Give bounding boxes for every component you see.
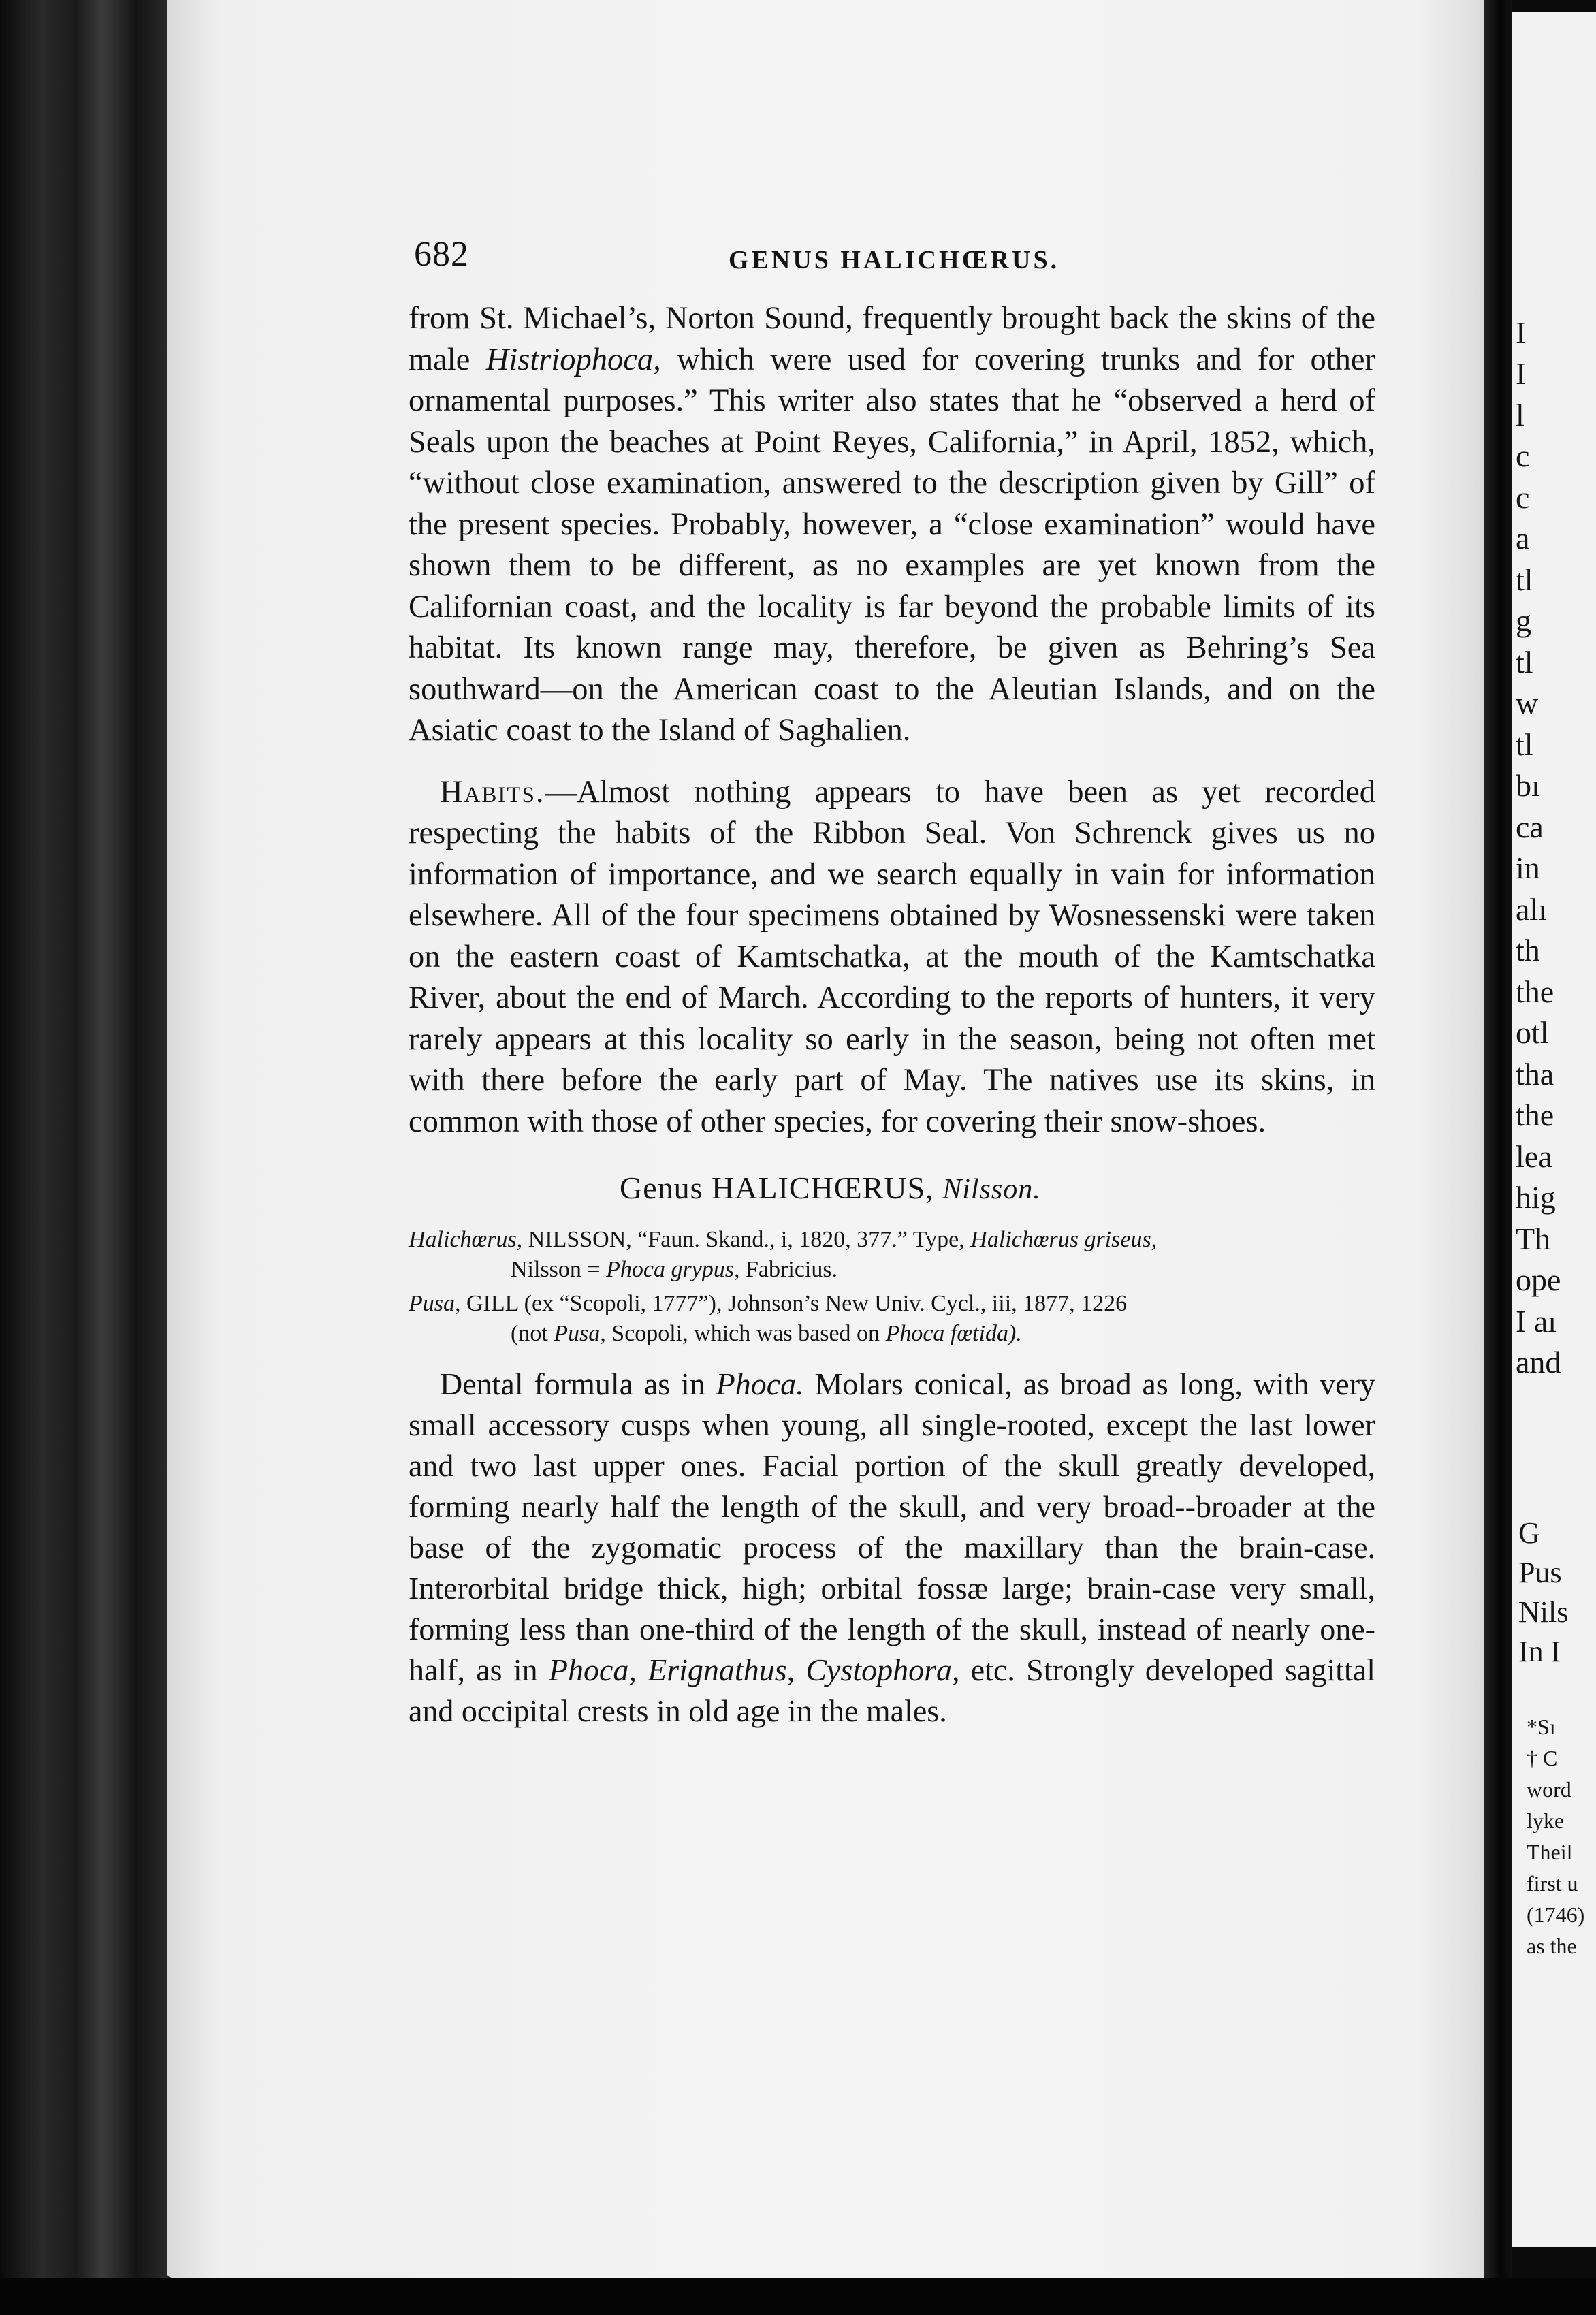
synonym-entry — [409, 1225, 1375, 1285]
text-run: which were used for covering trunks and for other ornamental purposes.” This writer also states that he “observed a herd of Seals upon the beaches at Point Reyes, California,” in April, 1852, which, “without close examination, answered to the description given by Gill” of the present species. Probably, however, a “close examination” would have shown them to be different, as no examples are yet known from the Californian coast, and the locality is far beyond the probable limits of its habitat. Its known range may, therefore, be given as Behring’s Sea southward—on the American coast to the Aleutian Islands, and on the Asiatic coast to the Island of Saghalien. — [409, 342, 1376, 748]
scan-bottom-edge — [0, 2278, 1596, 2315]
habits-label: Habits. — [440, 774, 545, 810]
synonym-species: Pusa, — [554, 1321, 606, 1346]
italic-genus: Erignathus, — [648, 1653, 795, 1687]
book-spine-edge — [0, 0, 170, 2315]
synonym-continuation — [409, 1319, 1375, 1349]
paragraph-habits — [409, 772, 1375, 1143]
type-species: Halichœrus griseus, — [970, 1227, 1158, 1252]
page-gutter — [1484, 0, 1512, 2315]
text-run: Nilsson = — [511, 1257, 601, 1282]
text-run: —Almost nothing appears to have been as yet recorded respecting the habits of the Ribbon Seal. Von Schrenck gives us no information of importance, and we search equally in vain for information elsewhere. All of the four specimens obtained by Wosnessenski were taken on the eastern coast of Kamtschatka, at the mouth of the Kamtschatka River, about the end of March. According to the reports of hunters, it very rarely appears at this locality so early in the season, being not often met with there before the early part of May. The natives use its skins, in common with those of other species, for covering their snow-shoes. — [409, 774, 1375, 1139]
italic-genus: Cystophora, — [805, 1653, 960, 1687]
synonym-entry — [409, 1289, 1375, 1349]
text-run: GILL (ex “Scopoli, 1777”), Johnson’s New Univ. Cycl., iii, 1877, 1226 — [466, 1291, 1128, 1316]
synonym-continuation — [409, 1255, 1375, 1285]
running-title: GENUS HALICHŒRUS. — [729, 246, 1060, 274]
synonym-name: Halichœrus, — [409, 1227, 523, 1252]
synonym-name: Pusa, — [409, 1291, 461, 1316]
genus-heading — [620, 1170, 1375, 1206]
page-content — [409, 225, 1375, 1763]
paragraph-dental-formula — [409, 1364, 1375, 1731]
italic-genus: Histriophoca, — [485, 342, 661, 377]
paragraph-range — [409, 298, 1375, 752]
genus-author: Nilsson. — [942, 1174, 1041, 1205]
type-species: Phoca fœtida). — [885, 1321, 1022, 1346]
text-run: Molars conical, as broad as long, with very small accessory cusps when young, all single-rooted, except the last lower and two last upper ones. Facial portion of the skull greatly developed, forming nearly half the length of the skull, and very broad--broader at the base of the zygomatic process of the maxillary than the brain-case. Interorbital bridge thick, high; orbital fossæ large; brain-case very small, forming less than one-third of the length of the skull, instead of nearly one-half, as in — [409, 1367, 1376, 1687]
facing-page-fragment — [1512, 12, 1596, 2247]
text-run: NILSSON, “Faun. Skand., i, 1820, 377.” Type, — [528, 1227, 965, 1252]
genus-title: Genus HALICHŒRUS, — [620, 1170, 934, 1205]
running-head — [409, 225, 1375, 279]
text-run: Scopoli, which was based on — [611, 1321, 880, 1346]
text-run: from St. Michael’s, Norton Sound, frequently brought back the skins of the male — [409, 301, 1375, 377]
text-run: (not — [511, 1321, 548, 1346]
text-run: Fabricius. — [746, 1257, 838, 1282]
text-run: etc. Strongly developed sagittal and occipital crests in old age in the males. — [409, 1653, 1376, 1728]
facing-page-text: I I l c c a tl g tl w tl bı ca in alı th the otl tha the lea hig Th ope I aı and — [1516, 315, 1561, 1379]
synonymy-block — [409, 1225, 1375, 1349]
synonym-species: Phoca grypus, — [606, 1257, 740, 1282]
italic-genus: Phoca. — [716, 1367, 804, 1401]
facing-page-footnotes: *Sı † C word lyke Theil first u (1746) as the — [1527, 1714, 1585, 1958]
text-run: Dental formula as in — [440, 1367, 705, 1401]
page-number: 682 — [414, 235, 469, 274]
italic-genus: Phoca, — [548, 1653, 637, 1687]
facing-page-heading: G Pus Nils In I — [1518, 1516, 1569, 1668]
